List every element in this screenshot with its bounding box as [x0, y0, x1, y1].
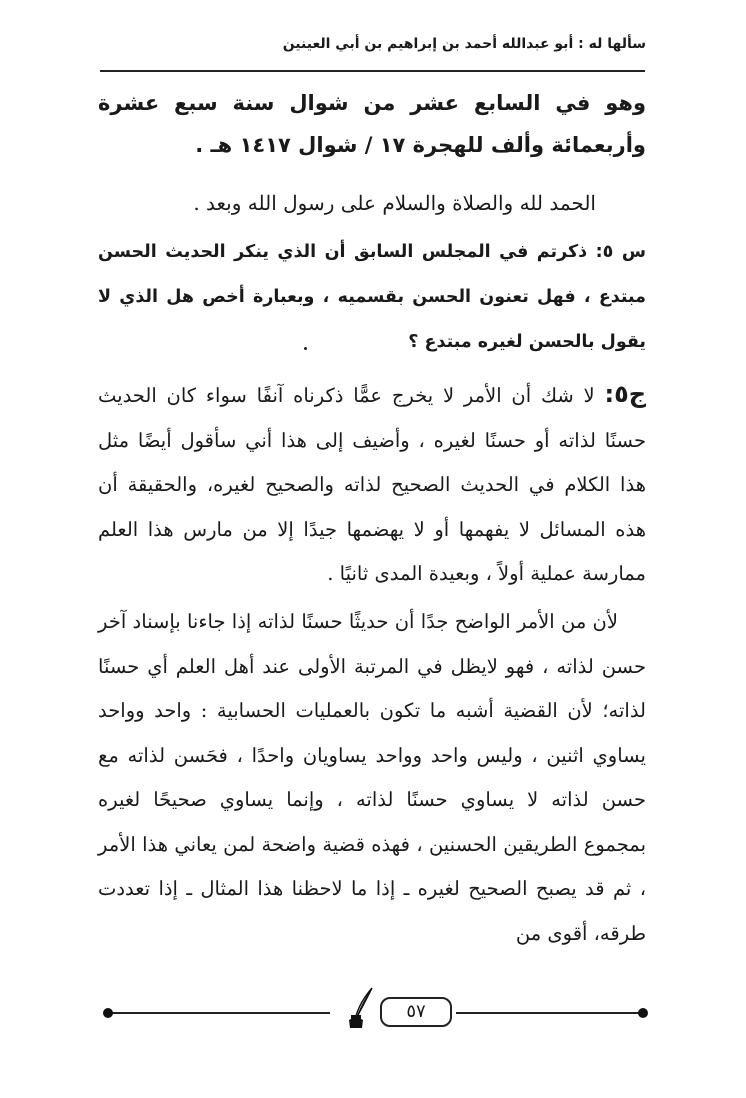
page-number: ٥٧	[380, 997, 452, 1027]
answer-marker: ج٥:	[604, 380, 647, 408]
answer-text: لا شك أن الأمر لا يخرج عمًّا ذكرناه آنفًا سواء كان الحديث حسنًا لذاته أو حسنًا لغيره ، وأضيف إلى هذا أني سأقول أيضًا مثل هذا الكلام في الحديث الصحيح لذاته والصحيح لغيره، والحقيقة أن هذه المسائل لا يفهمها أو لا يهضمها جيدًا إلا من مارس هذا العلم ممارسة عملية أولاً ، وبعيدة المدى ثانيًا .	[98, 384, 646, 585]
answer-paragraph	[98, 372, 646, 597]
continuation-paragraph	[98, 600, 646, 956]
question-paragraph: س ٥: ذكرتم في المجلس السابق أن الذي ينكر الحديث الحسن مبتدع ، فهل تعنون الحسن بقسميه ، وبعبارة أخص هل الذي لا يقول بالحسن لغيره مبتدع ؟	[98, 242, 646, 352]
header-rule	[100, 70, 645, 72]
footer-rule-right	[456, 1012, 642, 1014]
print-speck	[304, 347, 307, 350]
footer-rule-left	[108, 1012, 330, 1014]
opening-praise: الحمد لله والصلاة والسلام على رسول الله وبعد .	[193, 191, 596, 215]
footer-dot-right	[638, 1008, 648, 1018]
footer-dot-left	[103, 1008, 113, 1018]
inkwell-quill-icon	[336, 984, 376, 1030]
running-header-title: سألها له : أبو عبدالله أحمد بن إبراهيم بن أبي العينين	[282, 36, 646, 52]
continuation-text: لأن من الأمر الواضح جدًا أن حديثًا حسنًا لذاته إذا جاءنا بإسناد آخر حسن لذاته ، فهو لايظل في المرتبة الأولى عند أهل العلم أي حسنًا لذاته؛ لأن القضية أشبه ما تكون بالعمليات الحسابية : واحد وواحد يساوي اثنين ، وليس واحد وواحد يساويان واحدًا ، فحَسن لذاته مع حسن لذاته لا يساوي حسنًا لذاته ، وإنما يساوي صحيحًا لغيره بمجموع الطريقين الحسنين ، فهذه قضية واضحة لمن يعاني هذا الأمر ، ثم قد يصبح الصحيح لغيره ـ إذا ما لاحظنا هذا المثال ـ إذا تعددت طرقه، أقوى من	[98, 610, 646, 945]
date-statement: وهو في السابع عشر من شوال سنة سبع عشرة وأربعمائة وألف للهجرة ١٧ / شوال ١٤١٧ هـ .	[98, 91, 646, 157]
